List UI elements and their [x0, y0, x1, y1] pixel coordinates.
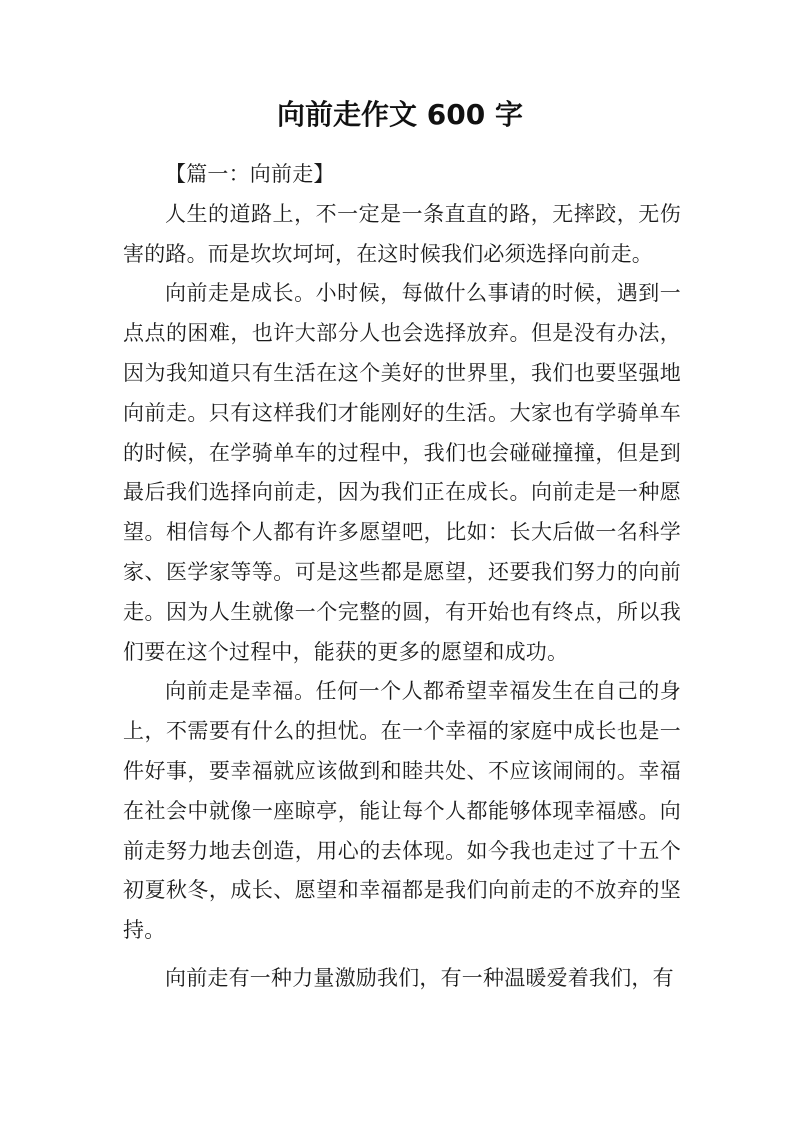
document-title: 向前走作文 600 字 — [277, 98, 523, 131]
paragraph-3: 向前走是幸福。任何一个人都希望幸福发生在自己的身上，不需要有什么的担忧。在一个幸福的家庭中成长也是一件好事，要幸福就应该做到和睦共处、不应该闹闹的。幸福在社会中就像一座晾亭，能让每个人都能够体现幸福感。向前走努力地去创造，用心的去体现。如今我也走过了十五个初夏秋冬，成长、愿望和幸福都是我们向前走的不放弃的坚持。 — [123, 679, 681, 943]
paragraph-4: 向前走有一种力量激励我们，有一种温暖爱着我们，有 — [165, 965, 674, 990]
document-body — [123, 155, 681, 999]
paragraph-2: 向前走是成长。小时候，每做什么事请的时候，遇到一点点的困难，也许大部分人也会选择放弃。但是没有办法，因为我知道只有生活在这个美好的世界里，我们也要坚强地向前走。只有这样我们才能刚好的生活。大家也有学骑单车的时候，在学骑单车的过程中，我们也会碰碰撞撞，但是到最后我们选择向前走，因为我们正在成长。向前走是一种愿望。相信每个人都有许多愿望吧，比如：长大后做一名科学家、医学家等等。可是这些都是愿望，还要我们努力的向前走。因为人生就像一个完整的圆，有开始也有终点，所以我们要在这个过程中，能获的更多的愿望和成功。 — [123, 281, 681, 664]
section-heading: 【篇一：向前走】 — [165, 162, 335, 186]
paragraph-1: 人生的道路上，不一定是一条直直的路，无摔跤，无伤害的路。而是坎坎坷坷，在这时候我们必须选择向前走。 — [123, 201, 681, 266]
